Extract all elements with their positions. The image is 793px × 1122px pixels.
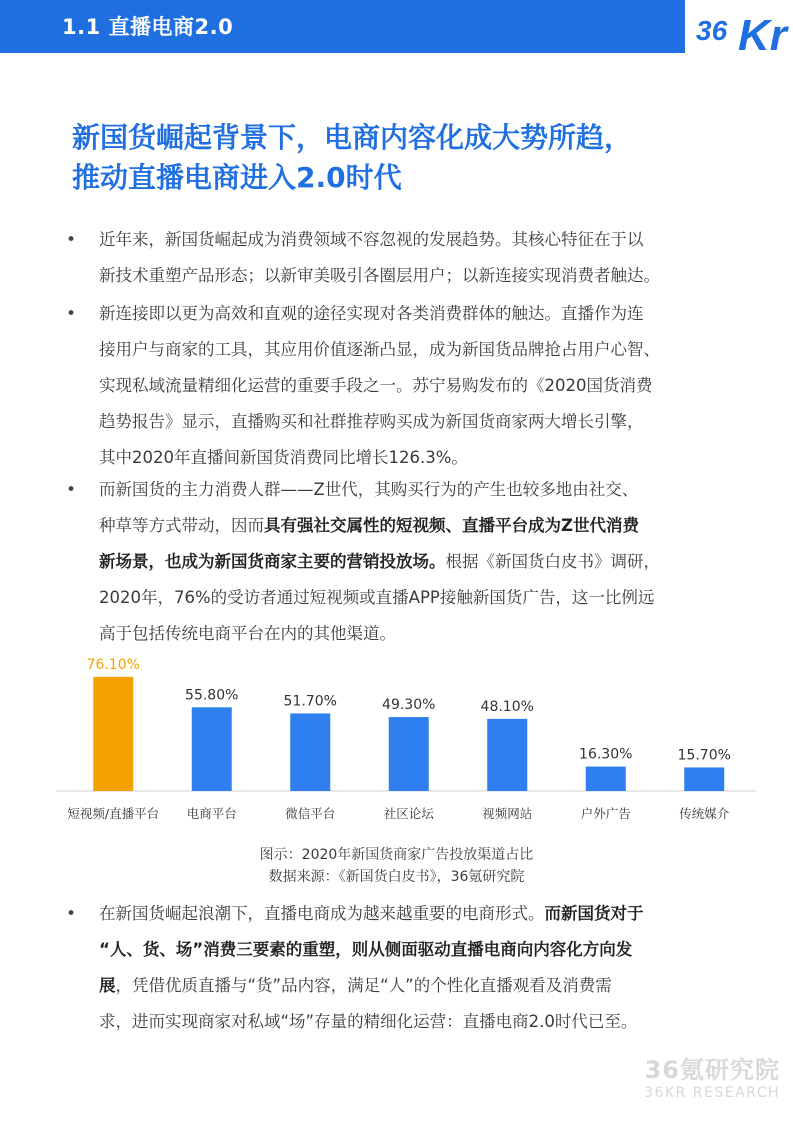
category-label: 社区论坛 — [383, 806, 434, 821]
category-label: 视频网站 — [482, 806, 533, 821]
category-label: 户外广告 — [580, 806, 631, 821]
figure-caption — [0, 844, 793, 888]
data-source: 数据来源：《新国货白皮书》，36氪研究院 — [268, 869, 525, 885]
text-line: 实现私域流量精细化运营的重要手段之一。苏宁易购发布的《2020国货消费 — [99, 376, 653, 395]
bar — [389, 717, 429, 791]
text-line: 近年来，新国货崛起成为消费领域不容忽视的发展趋势。其核心特征在于以 — [99, 230, 644, 249]
brand-logo — [694, 6, 793, 54]
emphasis-text: 而新国货对于 — [544, 904, 644, 923]
category-label: 传统媒介 — [679, 806, 730, 821]
plain-text: ，凭借优质直播与“货”品内容，满足“人”的个性化直播观看及消费需 — [115, 976, 612, 995]
data-label: 49.30% — [382, 697, 436, 714]
chart-canvas — [56, 638, 756, 838]
headline-line-2: 推动直播电商进入2.0时代 — [72, 161, 402, 194]
data-label: 51.70% — [283, 693, 337, 710]
channel-bar-chart — [56, 638, 756, 838]
text-line — [99, 508, 739, 544]
watermark — [600, 1056, 780, 1102]
text-line: 求，进而实现商家对私域“场”存量的精细化运营：直播电商2.0时代已至。 — [99, 1012, 638, 1031]
bullet-text — [99, 472, 739, 652]
bullet-dot-icon: • — [66, 904, 77, 924]
category-label: 电商平台 — [186, 806, 237, 821]
plain-text: 在新国货崛起浪潮下，直播电商成为越来越重要的电商形式。 — [99, 904, 545, 923]
data-label: 55.80% — [185, 687, 239, 704]
svg-text:Kr: Kr — [738, 11, 787, 54]
bar — [684, 767, 724, 791]
bullet-text — [99, 296, 739, 476]
bar — [586, 767, 626, 791]
emphasis-text: “人、货、场”消费三要素的重塑，则从侧面驱动直播电商向内容化方向发 — [99, 940, 633, 959]
emphasis-text: 展 — [99, 976, 116, 995]
text-line: 而新国货的主力消费人群——Z世代，其购买行为的产生也较多地由社交、 — [99, 480, 639, 499]
text-line: 高于包括传统电商平台在内的其他渠道。 — [99, 624, 396, 643]
plain-text: 种草等方式带动，因而 — [99, 516, 264, 535]
text-line: 2020年，76%的受访者通过短视频或直播APP接触新国货广告，这一比例远 — [99, 588, 655, 607]
bar — [487, 719, 527, 791]
watermark-subtitle: 36KR RESEARCH — [644, 1085, 780, 1101]
page-headline — [72, 118, 772, 198]
svg-text:36: 36 — [696, 15, 728, 46]
bullet-dot-icon: • — [66, 230, 77, 250]
bullet-dot-icon: • — [66, 304, 77, 324]
text-line: 趋势报告》显示，直播购买和社群推荐购买成为新国货商家两大增长引擎， — [99, 412, 644, 431]
headline-line-1: 新国货崛起背景下，电商内容化成大势所趋， — [72, 121, 633, 154]
bar — [192, 707, 232, 791]
emphasis-text: 新场景，也成为新国货商家主要的营销投放场。 — [99, 552, 446, 571]
data-label: 76.10% — [86, 656, 140, 673]
text-line: 接用户与商家的工具，其应用价值逐渐凸显，成为新国货品牌抢占用户心智、 — [99, 340, 660, 359]
emphasis-text: 具有强社交属性的短视频、直播平台成为Z世代消费 — [264, 516, 639, 535]
bullet-text — [99, 896, 739, 1040]
bullet-dot-icon: • — [66, 480, 77, 500]
watermark-title: 36氪研究院 — [644, 1056, 780, 1084]
text-line: 新连接即以更为高效和直观的途径实现对各类消费群体的触达。直播作为连 — [99, 304, 644, 323]
data-label: 16.30% — [579, 746, 633, 763]
bar — [290, 713, 330, 791]
data-label: 48.10% — [480, 698, 534, 715]
text-line: 其中2020年直播间新国货消费同比增长126.3%。 — [99, 448, 468, 467]
bar — [93, 677, 133, 791]
category-label: 微信平台 — [285, 806, 336, 821]
bullet-text — [99, 222, 739, 294]
text-line — [99, 896, 739, 932]
plain-text: 根据《新国货白皮书》调研， — [445, 552, 660, 571]
section-title: 1.1 直播电商2.0 — [62, 15, 234, 39]
text-line: 新技术重塑产品形态；以新审美吸引各圈层用户；以新连接实现消费者触达。 — [99, 266, 660, 285]
data-label: 15.70% — [677, 747, 731, 764]
figure-title: 图示：2020年新国货商家广告投放渠道占比 — [259, 847, 534, 863]
text-line — [99, 968, 739, 1004]
category-label: 短视频/直播平台 — [67, 806, 160, 821]
header-bar — [0, 0, 685, 53]
text-line — [99, 544, 739, 580]
